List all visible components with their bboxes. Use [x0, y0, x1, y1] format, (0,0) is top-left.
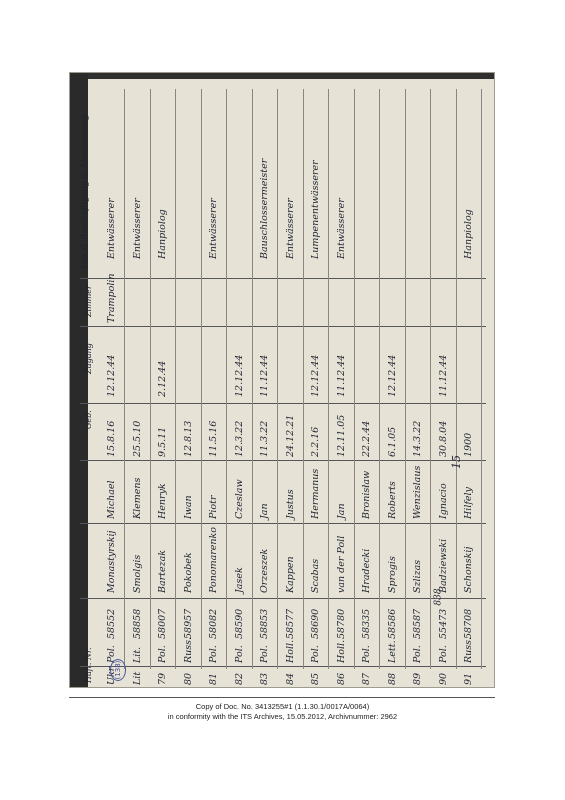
cell-occupation: Entwässerer [208, 198, 219, 259]
cell-dob: 11.3.22 [259, 420, 270, 457]
header-room: Zimmer [84, 285, 93, 317]
cell-nr: 58577 [284, 608, 296, 639]
column-divider [80, 666, 486, 667]
cell-nr: 58708 [463, 608, 474, 639]
cell-first: Piotr [208, 495, 219, 519]
cell-mark: 80 [182, 672, 194, 685]
cell-surname: van der Poll [335, 535, 347, 593]
cell-surname: Schonskij [463, 546, 474, 593]
cell-first: Wenzislaus [412, 465, 423, 519]
row-divider [456, 89, 457, 669]
cell-surname: Jasek [233, 567, 245, 593]
cell-occupation: Bauschlossermeister [259, 158, 270, 259]
row-divider [124, 89, 125, 669]
cell-surname: Bartezak [157, 549, 168, 593]
cell-arrival: 12.12.44 [310, 354, 321, 397]
column-divider [80, 460, 486, 461]
cell-nat: Pol. [259, 645, 270, 663]
cell-mark: 88 [386, 672, 398, 685]
cell-occupation: Hanpiolog [157, 209, 168, 259]
column-divider [80, 403, 486, 404]
cell-occupation: Lumpenentwässerer [310, 160, 321, 259]
column-divider [80, 598, 486, 599]
cell-first: Bronisław [361, 470, 372, 519]
cell-arrival: 12.12.44 [386, 354, 398, 397]
cell-nat: Holl. [284, 639, 296, 663]
cell-nr: 55473 [437, 608, 449, 639]
cell-occupation: Entwässerer [106, 198, 117, 259]
cell-surname: Badziewski [437, 538, 449, 593]
header-arrival: Zugang [84, 343, 93, 374]
row-divider [303, 89, 304, 669]
cell-first: Ignacio [437, 483, 449, 519]
cell-mark: Ukr [106, 666, 117, 685]
cell-arrival: 2.12.44 [157, 360, 168, 397]
cell-room: Trampolin [106, 273, 117, 323]
cell-first: Jan [335, 503, 347, 519]
cell-arrival: 12.12.44 [233, 354, 245, 397]
cell-nr: 58690 [310, 608, 321, 639]
column-divider [80, 278, 486, 279]
cell-nr: 58780 [335, 608, 347, 639]
cell-dob: 6.1.05 [386, 426, 398, 457]
row-divider [226, 89, 227, 669]
cell-first: Czeslaw [233, 479, 245, 519]
cell-nr: 58858 [131, 608, 143, 639]
cell-nat: Russ. [182, 636, 194, 663]
cell-mark: 84 [284, 672, 296, 685]
cell-nr: 58552 [106, 608, 117, 639]
cell-nat: Pol. [310, 645, 321, 663]
cell-surname: Ponomarenko [208, 527, 219, 593]
cell-nr: 58853 [259, 608, 270, 639]
cell-dob: 12.8.13 [182, 420, 194, 457]
cell-first: Michael [106, 480, 117, 519]
cell-nr: 58957 [182, 608, 194, 639]
row-divider [150, 89, 151, 669]
cell-dob: 1900 [463, 432, 474, 457]
cell-mark: 85 [310, 672, 321, 685]
cell-surname: Pokobek [182, 552, 194, 593]
cell-mark: 79 [157, 672, 168, 685]
cell-first: Hermanus [310, 468, 321, 519]
cell-nat: Holl. [335, 639, 347, 663]
cell-mark: 87 [361, 672, 372, 685]
cell-surname: Scabas [310, 558, 321, 593]
cell-nat: Lit. [131, 646, 143, 663]
cell-mark: 86 [335, 672, 347, 685]
cell-dob: 24.12.21 [284, 414, 296, 457]
column-divider [80, 326, 486, 327]
cell-first: Henryk [157, 483, 168, 519]
row-divider [175, 89, 176, 669]
cell-dob: 2.2.16 [310, 426, 321, 457]
cell-dob: 15.8.16 [106, 420, 117, 457]
cell-first: Hilfely [463, 487, 474, 519]
cell-surname: Smolgis [131, 554, 143, 593]
cell-surname: Szlizas [412, 559, 423, 593]
cell-nat: Pol. [361, 645, 372, 663]
cell-mark: 81 [208, 672, 219, 685]
cell-arrival: 12.12.44 [106, 354, 117, 397]
cell-dob: 9.5.11 [157, 426, 168, 457]
row-divider [481, 89, 482, 669]
cell-dob: 30.8.04 [437, 420, 449, 457]
cell-first: Iwan [182, 495, 194, 519]
cell-dob: 12.11.05 [335, 414, 347, 457]
row-divider [430, 89, 431, 669]
cell-nr: 58007 [157, 608, 168, 639]
cell-dob: 11.5.16 [208, 420, 219, 457]
cell-mark: 83 [259, 672, 270, 685]
header-birth: Geb. [84, 410, 93, 429]
cell-nat: Pol. [208, 645, 219, 663]
cell-dob: 14.3.22 [412, 420, 423, 457]
row-divider [354, 89, 355, 669]
cell-surname: Sprogis [386, 556, 398, 593]
cell-arrival: 11.12.44 [437, 354, 449, 397]
cell-mark: 82 [233, 672, 245, 685]
cell-first: Klemens [131, 477, 143, 519]
register-table [70, 73, 496, 689]
row-divider [252, 89, 253, 669]
side-note: 15 [450, 455, 463, 469]
row-divider [201, 89, 202, 669]
cell-first: Jan [259, 503, 270, 519]
cell-surname: Hradecki [361, 548, 372, 593]
cell-mark: Lit [131, 671, 143, 685]
cell-nr: 58335 [361, 608, 372, 639]
row-divider [277, 89, 278, 669]
cell-nr: 58082 [208, 608, 219, 639]
cell-surname: Monastyrskij [106, 530, 117, 593]
stamp-circle: (138) [110, 659, 126, 681]
cell-first: Roberts [386, 481, 398, 519]
cell-arrival: 11.12.44 [259, 354, 270, 397]
cell-dob: 25.5.10 [131, 420, 143, 457]
cell-mark: 90 [437, 672, 449, 685]
cell-nat: Russ. [463, 636, 474, 663]
cell-nat: Pol. [412, 645, 423, 663]
cell-nr: 58587 [412, 608, 423, 639]
cell-arrival: 11.12.44 [335, 354, 347, 397]
footer-line-2: in conformity with the ITS Archives, 15.05.2012, Archivnummer: 2962 [167, 712, 398, 721]
cell-nr: 58590 [233, 608, 245, 639]
cell-nat: Pol. [157, 645, 168, 663]
cell-nr: 58586 [386, 608, 398, 639]
cell-surname: Kappen [284, 556, 296, 593]
cell-dob: 12.3.22 [233, 420, 245, 457]
cell-nat: Pol. [106, 645, 117, 663]
cell-occupation: Entwässerer [131, 198, 143, 259]
cell-nat: Pol. [233, 645, 245, 663]
row-divider [405, 89, 406, 669]
scanned-document [69, 72, 495, 688]
cell-dob: 22.2.44 [361, 420, 372, 457]
cell-occupation: Entwässerer [335, 198, 347, 259]
cell-surname: Orzeszek [259, 548, 270, 593]
column-divider [80, 523, 486, 524]
cell-mark: 89 [412, 672, 423, 685]
cell-nat: Lett. [386, 640, 398, 663]
footer-line-1: Copy of Doc. No. 3413255#1 (1.1.30.1/0017A/0064) [195, 702, 370, 711]
corner-note: 838 [433, 588, 444, 606]
cell-occupation: Hanpiolog [463, 209, 474, 259]
cell-nat: Pol. [437, 645, 449, 663]
cell-first: Justus [284, 489, 296, 519]
row-divider [379, 89, 380, 669]
cell-mark: 91 [463, 672, 474, 685]
cell-occupation: Entwässerer [284, 198, 296, 259]
header-occupation: Fac. d. Beschäftigung u. Abstammung [80, 114, 89, 269]
row-divider [328, 89, 329, 669]
footer-rule [69, 697, 495, 698]
